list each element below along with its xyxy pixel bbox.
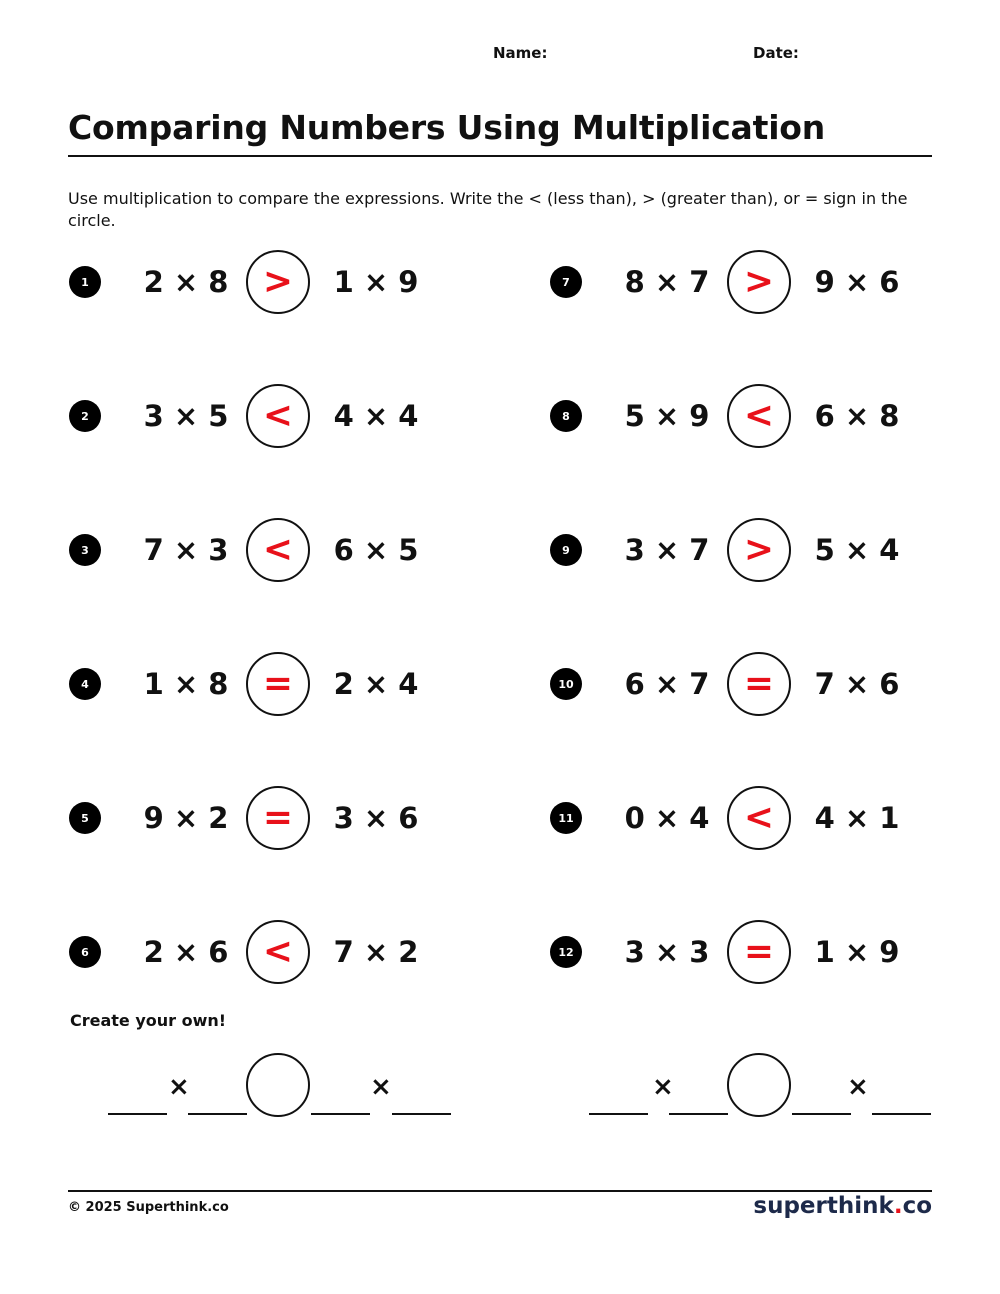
brand-logo [753,1193,932,1219]
right-expression: 6 × 8 [814,399,900,433]
left-expression: 6 × 7 [624,667,710,701]
right-expression: 2 × 4 [333,667,419,701]
right-expression: 3 × 6 [333,801,419,835]
comparison-symbol: > [743,261,775,302]
title-divider [68,155,932,157]
name-label: Name: [493,44,548,62]
brand-name: superthink [753,1193,894,1219]
left-expression: 7 × 3 [143,533,229,567]
problem-row [69,652,429,716]
date-label: Date: [753,44,799,62]
left-expression: 5 × 9 [624,399,710,433]
problem-number-badge: 8 [550,400,582,432]
problem-number-badge: 7 [550,266,582,298]
create-own-circle[interactable] [246,1053,310,1117]
right-expression: 1 × 9 [814,935,900,969]
blank-line[interactable] [108,1113,167,1115]
copyright-text: © 2025 Superthink.co [68,1200,229,1215]
blank-line[interactable] [792,1113,851,1115]
problem-number-badge: 10 [550,668,582,700]
left-expression: 3 × 7 [624,533,710,567]
left-expression: 3 × 5 [143,399,229,433]
answer-circle[interactable] [727,920,791,984]
page-title: Comparing Numbers Using Multiplication [68,108,826,147]
right-expression: 9 × 6 [814,265,900,299]
times-symbol: × [847,1072,869,1102]
comparison-symbol: = [743,663,775,704]
comparison-symbol: > [743,529,775,570]
problem-number-badge: 11 [550,802,582,834]
footer-divider [68,1190,932,1192]
right-expression: 7 × 6 [814,667,900,701]
problem-number-badge: 6 [69,936,101,968]
blank-line[interactable] [589,1113,648,1115]
comparison-symbol: = [262,797,294,838]
problem-row [550,518,910,582]
problem-row [69,920,429,984]
times-symbol: × [168,1072,190,1102]
blank-line[interactable] [392,1113,451,1115]
problem-row [69,518,429,582]
problem-number-badge: 4 [69,668,101,700]
comparison-symbol: < [262,931,294,972]
answer-circle[interactable] [246,384,310,448]
right-expression: 4 × 1 [814,801,900,835]
problem-row [550,384,910,448]
problem-number-badge: 5 [69,802,101,834]
create-own-circle[interactable] [727,1053,791,1117]
answer-circle[interactable] [727,652,791,716]
problem-number-badge: 9 [550,534,582,566]
comparison-symbol: < [743,797,775,838]
comparison-symbol: < [743,395,775,436]
brand-tld: co [902,1193,932,1219]
answer-circle[interactable] [727,786,791,850]
comparison-symbol: < [262,529,294,570]
right-expression: 5 × 4 [814,533,900,567]
problem-row [69,384,429,448]
blank-line[interactable] [872,1113,931,1115]
left-expression: 2 × 6 [143,935,229,969]
answer-circle[interactable] [246,652,310,716]
comparison-symbol: = [743,931,775,972]
answer-circle[interactable] [727,250,791,314]
left-expression: 1 × 8 [143,667,229,701]
problem-number-badge: 3 [69,534,101,566]
left-expression: 2 × 8 [143,265,229,299]
right-expression: 7 × 2 [333,935,419,969]
left-expression: 9 × 2 [143,801,229,835]
answer-circle[interactable] [246,250,310,314]
times-symbol: × [652,1072,674,1102]
left-expression: 3 × 3 [624,935,710,969]
right-expression: 6 × 5 [333,533,419,567]
comparison-symbol: < [262,395,294,436]
create-your-own-label: Create your own! [70,1011,227,1030]
left-expression: 8 × 7 [624,265,710,299]
brand-dot: . [893,1193,903,1219]
instructions: Use multiplication to compare the expressions. Write the < (less than), > (greater than), or = sign in the circle. [68,189,908,230]
problem-row [69,786,429,850]
problem-row [550,652,910,716]
answer-circle[interactable] [246,518,310,582]
comparison-symbol: > [262,261,294,302]
answer-circle[interactable] [727,384,791,448]
answer-circle[interactable] [246,920,310,984]
left-expression: 0 × 4 [624,801,710,835]
answer-circle[interactable] [727,518,791,582]
blank-line[interactable] [669,1113,728,1115]
right-expression: 4 × 4 [333,399,419,433]
blank-line[interactable] [188,1113,247,1115]
problem-row [550,250,910,314]
problem-row [69,250,429,314]
blank-line[interactable] [311,1113,370,1115]
problem-number-badge: 1 [69,266,101,298]
answer-circle[interactable] [246,786,310,850]
comparison-symbol: = [262,663,294,704]
problem-number-badge: 2 [69,400,101,432]
problem-number-badge: 12 [550,936,582,968]
problem-row [550,920,910,984]
times-symbol: × [370,1072,392,1102]
problem-row [550,786,910,850]
right-expression: 1 × 9 [333,265,419,299]
